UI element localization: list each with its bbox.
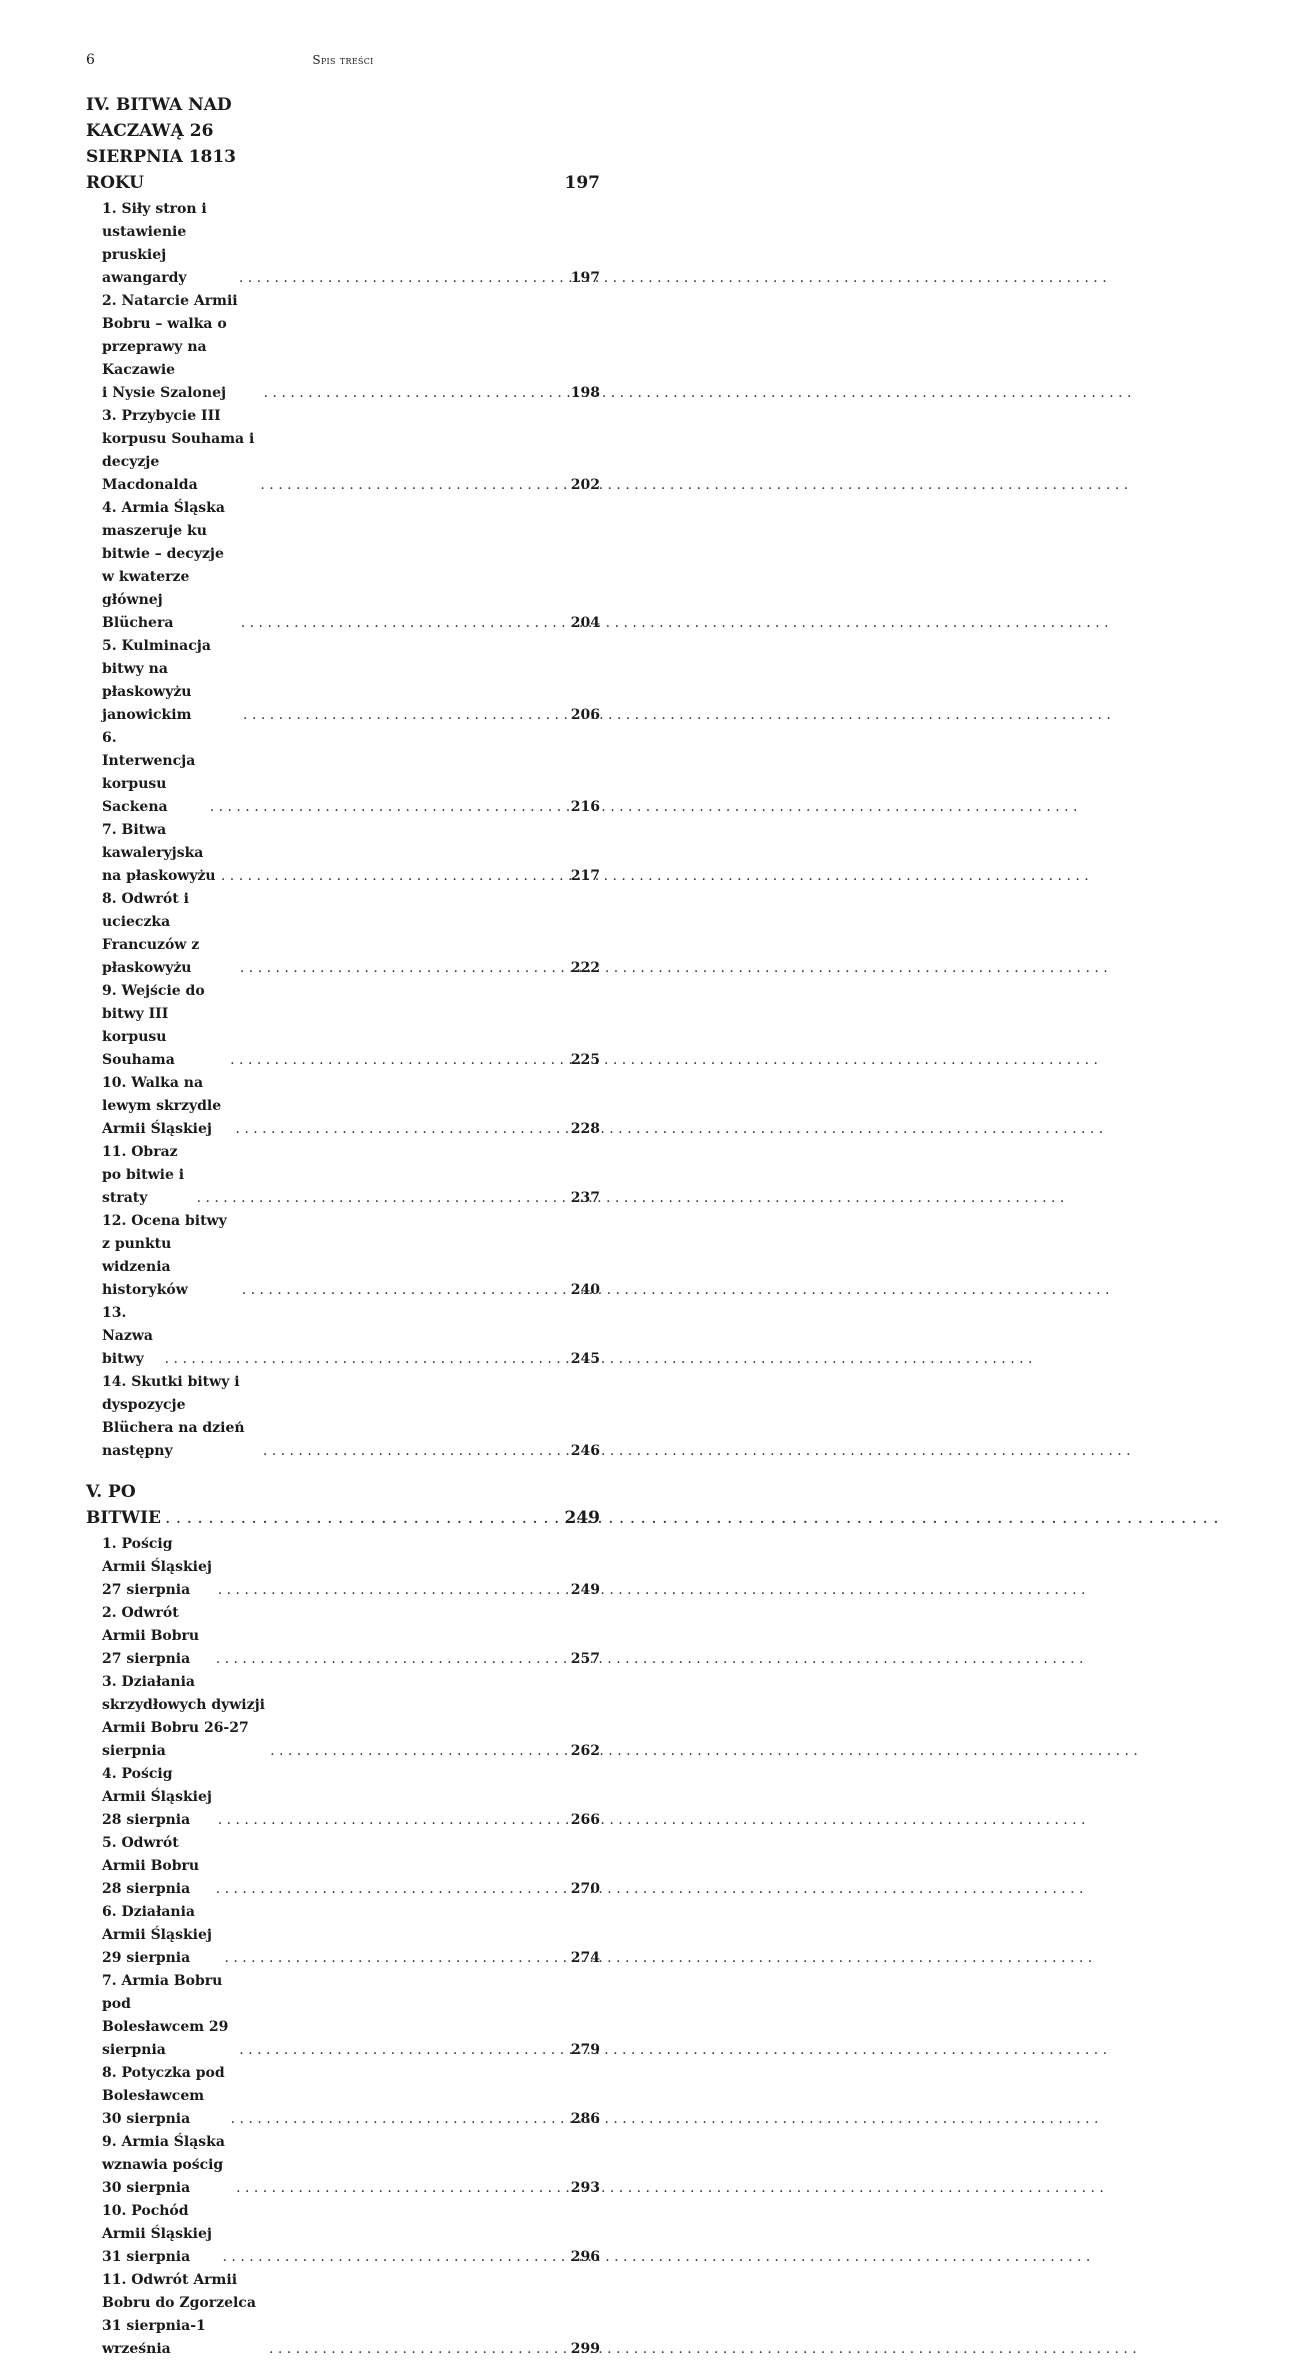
leader-dots [232, 2177, 570, 2200]
toc-entry [86, 727, 600, 819]
leader-dots [256, 474, 570, 497]
toc-entry [86, 290, 600, 405]
leader-dots [265, 2338, 570, 2361]
leader-dots [237, 612, 570, 635]
entry-page-number: 299 [570, 2341, 600, 2357]
entry-title: 5. Odwrót Armii Bobru 28 sierpnia [102, 1835, 200, 1897]
leader-dots [259, 1440, 570, 1463]
entry-title: 9. Armia Śląska wznawia pościg 30 sierpnia [102, 2134, 225, 2196]
toc-entry [86, 1671, 600, 1763]
leader-dots [193, 1187, 570, 1210]
toc-entry [86, 405, 600, 497]
toc-entry [86, 1832, 600, 1901]
entry-page-number: 216 [570, 799, 600, 815]
section-page-number: 197 [564, 173, 600, 193]
entry-page-number: 270 [570, 1881, 600, 1897]
entry-page-number: 249 [570, 1582, 600, 1598]
toc-entry [86, 1302, 600, 1371]
toc-entry [86, 1141, 600, 1210]
entry-page-number: 257 [570, 1651, 600, 1667]
leader-dots [220, 1947, 570, 1970]
entry-title-line2: w kwaterze głównej Blüchera [102, 569, 190, 631]
entry-page-number: 197 [570, 270, 600, 286]
toc-entry [86, 2200, 600, 2269]
leader-dots [238, 1279, 570, 1302]
toc-entry [86, 635, 600, 727]
entry-title: 2. Odwrót Armii Bobru 27 sierpnia [102, 1605, 200, 1667]
section-page-number: 249 [564, 1508, 600, 1528]
entry-title: 6. Interwencja korpusu Sackena [102, 730, 196, 815]
entry-title: 4. Pościg Armii Śląskiej 28 sierpnia [102, 1766, 212, 1828]
entry-page-number: 204 [570, 615, 600, 631]
leader-dots [235, 267, 570, 290]
leader-dots [214, 1809, 570, 1832]
section-title: IV. BITWA NAD KACZAWĄ 26 SIERPNIA 1813 ROKU [86, 95, 237, 193]
page-number: 6 [86, 52, 95, 68]
toc-entry [86, 198, 600, 290]
leader-dots [260, 382, 570, 405]
leader-dots [161, 1505, 565, 1531]
toc-section [86, 1479, 600, 2361]
leader-dots [217, 865, 570, 888]
leader-dots [212, 1648, 570, 1671]
table-of-contents [86, 92, 600, 2361]
entry-title: 12. Ocena bitwy z punktu widzenia historyków [102, 1213, 227, 1298]
toc-entry [86, 2269, 600, 2361]
leader-dots [219, 2246, 570, 2269]
entry-page-number: 296 [570, 2249, 600, 2265]
leader-dots [231, 1118, 570, 1141]
entry-page-number: 240 [570, 1282, 600, 1298]
page-header [86, 52, 600, 72]
toc-entry [86, 1533, 600, 1602]
entry-title: 7. Armia Bobru pod Bolesławcem 29 sierpnia [102, 1973, 229, 2058]
toc-section-heading [86, 1479, 600, 1531]
toc-section [86, 92, 600, 1463]
entry-page-number: 245 [570, 1351, 600, 1367]
entry-page-number: 206 [570, 707, 600, 723]
entry-title-line2: i Nysie Szalonej [102, 385, 227, 401]
entry-page-number: 225 [570, 1052, 600, 1068]
entry-title: 8. Potyczka pod Bolesławcem 30 sierpnia [102, 2065, 225, 2127]
section-title: V. PO BITWIE [86, 1482, 161, 1528]
entry-page-number: 217 [570, 868, 600, 884]
entry-title: 1. Pościg Armii Śląskiej 27 sierpnia [102, 1536, 212, 1598]
entry-title: 10. Walka na lewym skrzydle Armii Śląskiej [102, 1075, 222, 1137]
entry-title [86, 497, 237, 635]
leader-dots [235, 2039, 570, 2062]
entry-page-number: 198 [570, 385, 600, 401]
toc-entry [86, 980, 600, 1072]
entry-title-line1: 2. Natarcie Armii Bobru – walka o przeprawy na Kaczawie [102, 293, 238, 378]
entry-title: 13. Nazwa bitwy [102, 1305, 153, 1367]
toc-entry [86, 1901, 600, 1970]
entry-page-number: 228 [570, 1121, 600, 1137]
entry-page-number: 274 [570, 1950, 600, 1966]
leader-dots [161, 1348, 570, 1371]
entry-page-number: 222 [570, 960, 600, 976]
toc-entry [86, 1763, 600, 1832]
leader-dots [236, 957, 570, 980]
entry-page-number: 202 [570, 477, 600, 493]
entry-title: 11. Obraz po bitwie i straty [102, 1144, 185, 1206]
leader-dots [212, 1878, 570, 1901]
entry-page-number: 279 [570, 2042, 600, 2058]
toc-entry [86, 819, 600, 888]
entry-page-number: 262 [570, 1743, 600, 1759]
leader-dots [214, 1579, 570, 1602]
entry-title: 6. Działania Armii Śląskiej 29 sierpnia [102, 1904, 212, 1966]
entry-title: 14. Skutki bitwy i dyspozycje Blüchera na dzień następny [102, 1374, 245, 1459]
toc-entry [86, 1371, 600, 1463]
entry-title: 9. Wejście do bitwy III korpusu Souhama [102, 983, 205, 1068]
leader-dots [266, 1740, 570, 1763]
leader-dots [239, 704, 570, 727]
leader-dots [206, 796, 570, 819]
toc-entry [86, 1072, 600, 1141]
leader-dots [227, 2108, 570, 2131]
entry-page-number: 286 [570, 2111, 600, 2127]
entry-title [86, 290, 260, 405]
toc-entry [86, 2062, 600, 2131]
entry-title: 5. Kulminacja bitwy na płaskowyżu janowickim [102, 638, 211, 723]
entry-page-number: 237 [570, 1190, 600, 1206]
entry-page-number: 266 [570, 1812, 600, 1828]
entry-title: 8. Odwrót i ucieczka Francuzów z płaskowyżu [102, 891, 200, 976]
toc-entry [86, 1602, 600, 1671]
toc-entry [86, 2131, 600, 2200]
entry-title-line1: 4. Armia Śląska maszeruje ku bitwie – decyzje [102, 500, 225, 562]
entry-title: 7. Bitwa kawaleryjska na płaskowyżu [102, 822, 216, 884]
entry-title: 1. Siły stron i ustawienie pruskiej awangardy [102, 201, 207, 286]
entry-page-number: 293 [570, 2180, 600, 2196]
toc-entry [86, 1970, 600, 2062]
toc-entry [86, 888, 600, 980]
entry-title: 11. Odwrót Armii Bobru do Zgorzelca 31 sierpnia-1 września [102, 2272, 256, 2357]
entry-page-number: 246 [570, 1443, 600, 1459]
entry-title: 10. Pochód Armii Śląskiej 31 sierpnia [102, 2203, 212, 2265]
entry-title: 3. Działania skrzydłowych dywizji Armii Bobru 26-27 sierpnia [102, 1674, 265, 1759]
toc-entry [86, 497, 600, 635]
toc-entry [86, 1210, 600, 1302]
toc-section-heading [86, 92, 600, 196]
running-title: Spis treści [312, 53, 374, 67]
leader-dots [226, 1049, 570, 1072]
entry-title: 3. Przybycie III korpusu Souhama i decyzje Macdonalda [102, 408, 255, 493]
